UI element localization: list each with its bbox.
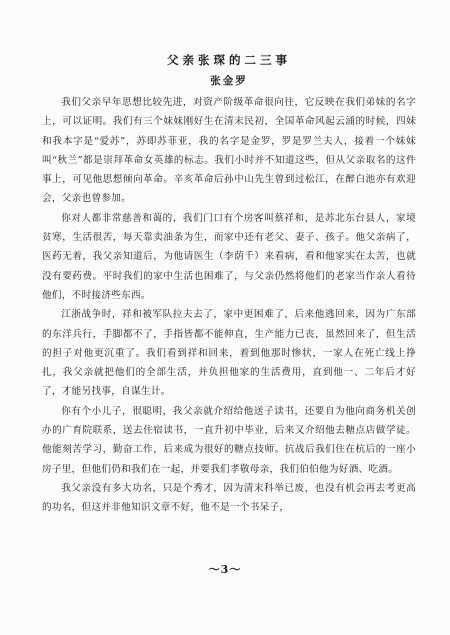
paragraph-5: 我父亲没有多大功名，只是个秀才，因为清末科举已废，也没有机会再去考更高的功名，但这并非他知识文章不好，他不是一个书呆子， [42,482,416,514]
paragraph-3: 江浙战争时，祥和被军队拉夫去了，家中更困难了，后来他逃回来，因为广东部的东洋兵行，手脚都不了，手指皆都不能伸直，生产能力已丧，虽然回来了，但生活的担子对他更沉重了。我们看到祥和回来，着到他那时惨状，一家人在死亡线上挣扎，我父亲就把他们的全部生活，并负担他家的生活费用，直到他一、二年后才好了，才能另找事，自谋生计。 [42,309,416,398]
document-title: 父亲张琛的二三事 [167,53,291,67]
paragraph-1: 我们父亲早年思想比较先进，对资产阶级革命很向往，它反映在我们弟妹的名字上，可以证明。我们有三个妹妹刚好生在清末民初，全国革命风起云涌的时候，四妹和我本字是“爱苏”，苏即苏菲亚，我的名字是金罗，罗是罗兰夫人，接着一个妹妹叫“秋兰”都是崇拜革命女英雄的标志。我们小时并不知道这些，但从父亲取名的这件事上，可见他思想倾向革命。辛亥革命后孙中山先生曾到过松江，在醉白池亦有欢迎会，父亲也曾参加。 [42,97,416,205]
document-author: 张金罗 [210,75,248,87]
page-number: ～3～ [208,563,242,576]
paragraph-2: 你对人都非常慈善和蔼的，我们门口有个房客叫蔡祥和，是苏北东台县人，家境贫寒，生活很苦，每天靠卖油条为生，而家中还有老父、妻子、孩子。他父亲病了，医药无着，我父亲知道后，为他请医生（李荫千）来看病，看和他家实在太苦，也就没有要药费。平时我们的家中生活也困难了，与父亲仍然将他们的老家当作亲人看待他们，不时接济些东西。 [42,212,416,301]
paragraph-4: 你有个小儿子，很聪明，我父亲就介绍给他送子读书，还要自为他向商务机关创办的广育院联系，送去住宿读书，一直升初中毕业，后来又介绍他去糖点店做学徒。他能刻苦学习，勤奋工作，后来成为很好的糖点技师。抗战后我们住在杭后的一座小房子里，但他们仍和我们在一起，并要我们孝敬母亲，我们伯伯他为好酒、吃酒。 [42,405,416,475]
